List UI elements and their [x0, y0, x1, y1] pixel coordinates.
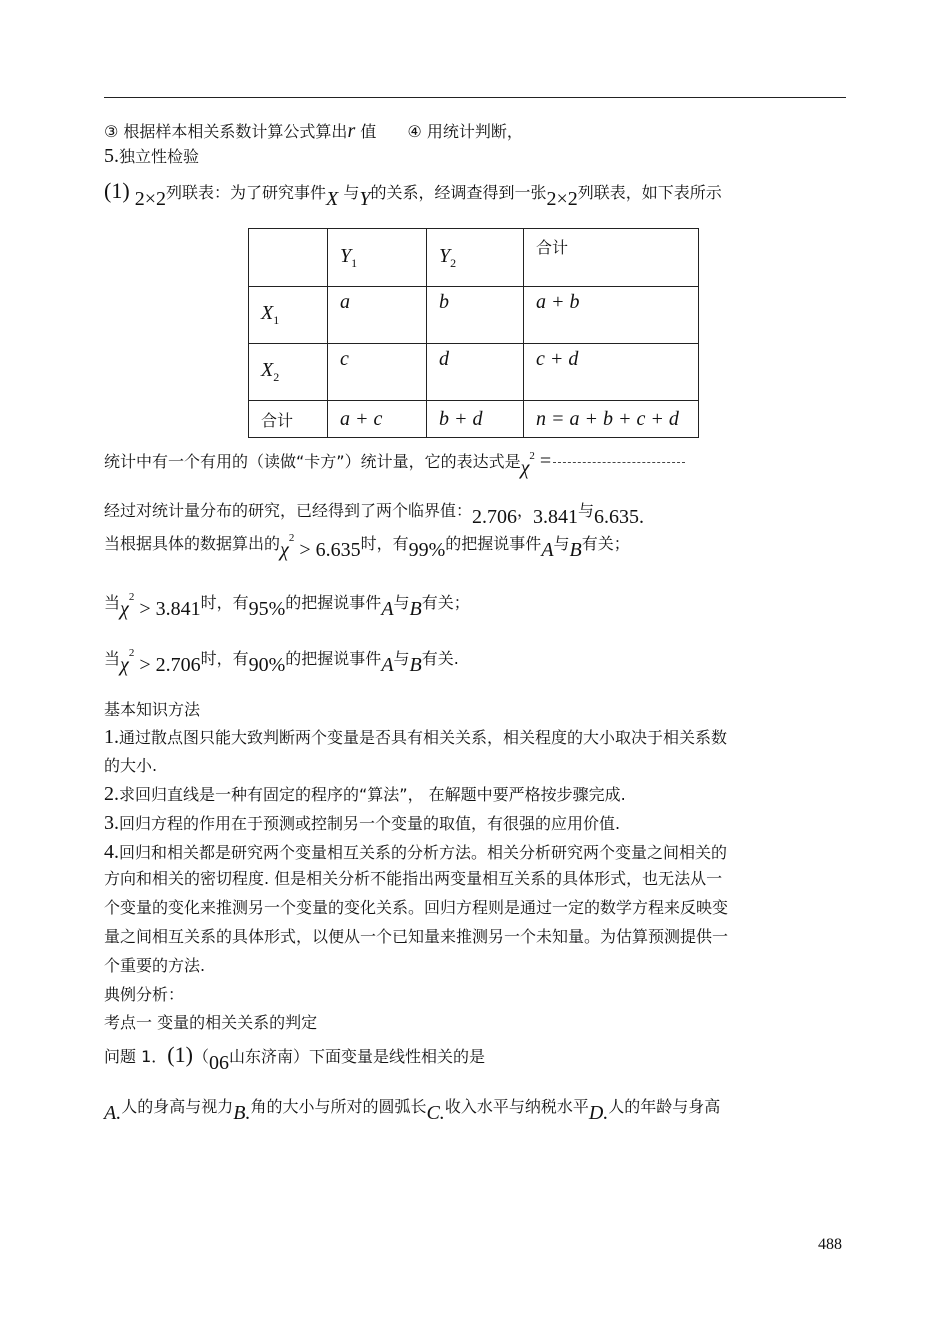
example-heading: 典例分析：	[104, 985, 185, 1004]
knowledge-item-1: 1.通过散点图只能大致判断两个变量是否具有相关关系，相关程度的大小取决于相关系数	[104, 726, 728, 748]
option-c: 收入水平与纳税水平	[444, 1097, 589, 1116]
condition-95: 当$\chi^2 > 3.841$时，有95%的把握说事件A与B有关；	[104, 591, 470, 620]
knowledge-item-4-cont: 个变量的变化来推测另一个变量的变化关系。回归方程则是通过一定的数学方程来反映变	[104, 898, 729, 917]
table-corner-cell	[249, 229, 328, 287]
option-c-label: C.	[426, 1102, 445, 1124]
blank-line	[553, 462, 685, 463]
knowledge-item-4: 4.回归和相关都是研究两个变量相互关系的分析方法。相关分析研究两个变量之间相关的	[104, 841, 728, 863]
cell-c: c	[328, 344, 427, 401]
knowledge-item-2: 2.求回归直线是一种有固定的程序的“算法”， 在解题中要严格按步骤完成.	[104, 783, 626, 805]
critical-values-line: 经过对统计量分布的研究，已经得到了两个临界值：2.706，3.841与6.635.	[104, 501, 645, 528]
row-label-x2: $X_2$	[249, 344, 328, 401]
cell-a-plus-c: a + c	[328, 401, 427, 438]
knowledge-item-1-cont: 的大小.	[104, 756, 158, 775]
option-b-label: B.	[233, 1102, 251, 1124]
section-5-heading: 5.独立性检验	[104, 145, 200, 167]
cell-n-total: n = a + b + c + d	[524, 401, 699, 438]
answer-options	[104, 1096, 721, 1124]
option-b: 角的大小与所对的圆弧长	[250, 1097, 427, 1116]
cell-c-plus-d: c + d	[524, 344, 699, 401]
condition-99: 当根据具体的数据算出的$\chi^2 > 6.635$时，有99%的把握说事件A与B有关；	[104, 532, 630, 561]
option-d: 人的年龄与身高	[608, 1097, 721, 1116]
table-header-row	[249, 229, 699, 287]
topic-point-1: 考点一 变量的相关关系的判定	[104, 1013, 318, 1032]
option-a: 人的身高与视力	[121, 1097, 234, 1116]
row-label-x1: $X_1$	[249, 287, 328, 344]
header-rule	[104, 97, 846, 98]
chi-square-intro: 统计中有一个有用的（读做“卡方”）统计量，它的表达式是$\chi^2$ =	[104, 451, 685, 471]
header-y1: $Y_1$	[328, 229, 427, 287]
option-a-label: A.	[104, 1102, 122, 1124]
contingency-table	[248, 228, 699, 438]
option-d-label: D.	[588, 1102, 609, 1124]
basic-methods-heading: 基本知识方法	[104, 700, 201, 719]
cell-a: a	[328, 287, 427, 344]
condition-90: 当$\chi^2 > 2.706$时，有90%的把握说事件A与B有关.	[104, 647, 459, 676]
contingency-intro: (1) 2×2列联表：为了研究事件X 与Y的关系，经调查得到一张2×2列联表，如下表所示	[104, 178, 722, 210]
header-total: 合计	[524, 229, 699, 287]
knowledge-item-4-cont: 量之间相互关系的具体形式，以便从一个已知量来推测另一个未知量。为估算预测提供一	[104, 927, 729, 946]
table-row	[249, 401, 699, 438]
cell-b-plus-d: b + d	[427, 401, 524, 438]
knowledge-item-4-cont: 方向和相关的密切程度. 但是相关分析不能指出两变量相互关系的具体形式，也无法从一	[104, 869, 723, 888]
header-y2: $Y_2$	[427, 229, 524, 287]
step-3-4-line: ③ 根据样本相关系数计算公式算出r 值 ④ 用统计判断，	[104, 120, 523, 142]
cell-a-plus-b: a + b	[524, 287, 699, 344]
knowledge-item-4-cont: 个重要的方法.	[104, 956, 206, 975]
knowledge-item-3: 3.回归方程的作用在于预测或控制另一个变量的取值，有很强的应用价值.	[104, 812, 621, 834]
row-label-total: 合计	[249, 401, 328, 438]
cell-d: d	[427, 344, 524, 401]
table-row	[249, 344, 699, 401]
question-1: 问题 1．(1)（06山东济南）下面变量是线性相关的是	[104, 1042, 485, 1074]
table-row	[249, 287, 699, 344]
page-number: 488	[818, 1236, 842, 1253]
cell-b: b	[427, 287, 524, 344]
